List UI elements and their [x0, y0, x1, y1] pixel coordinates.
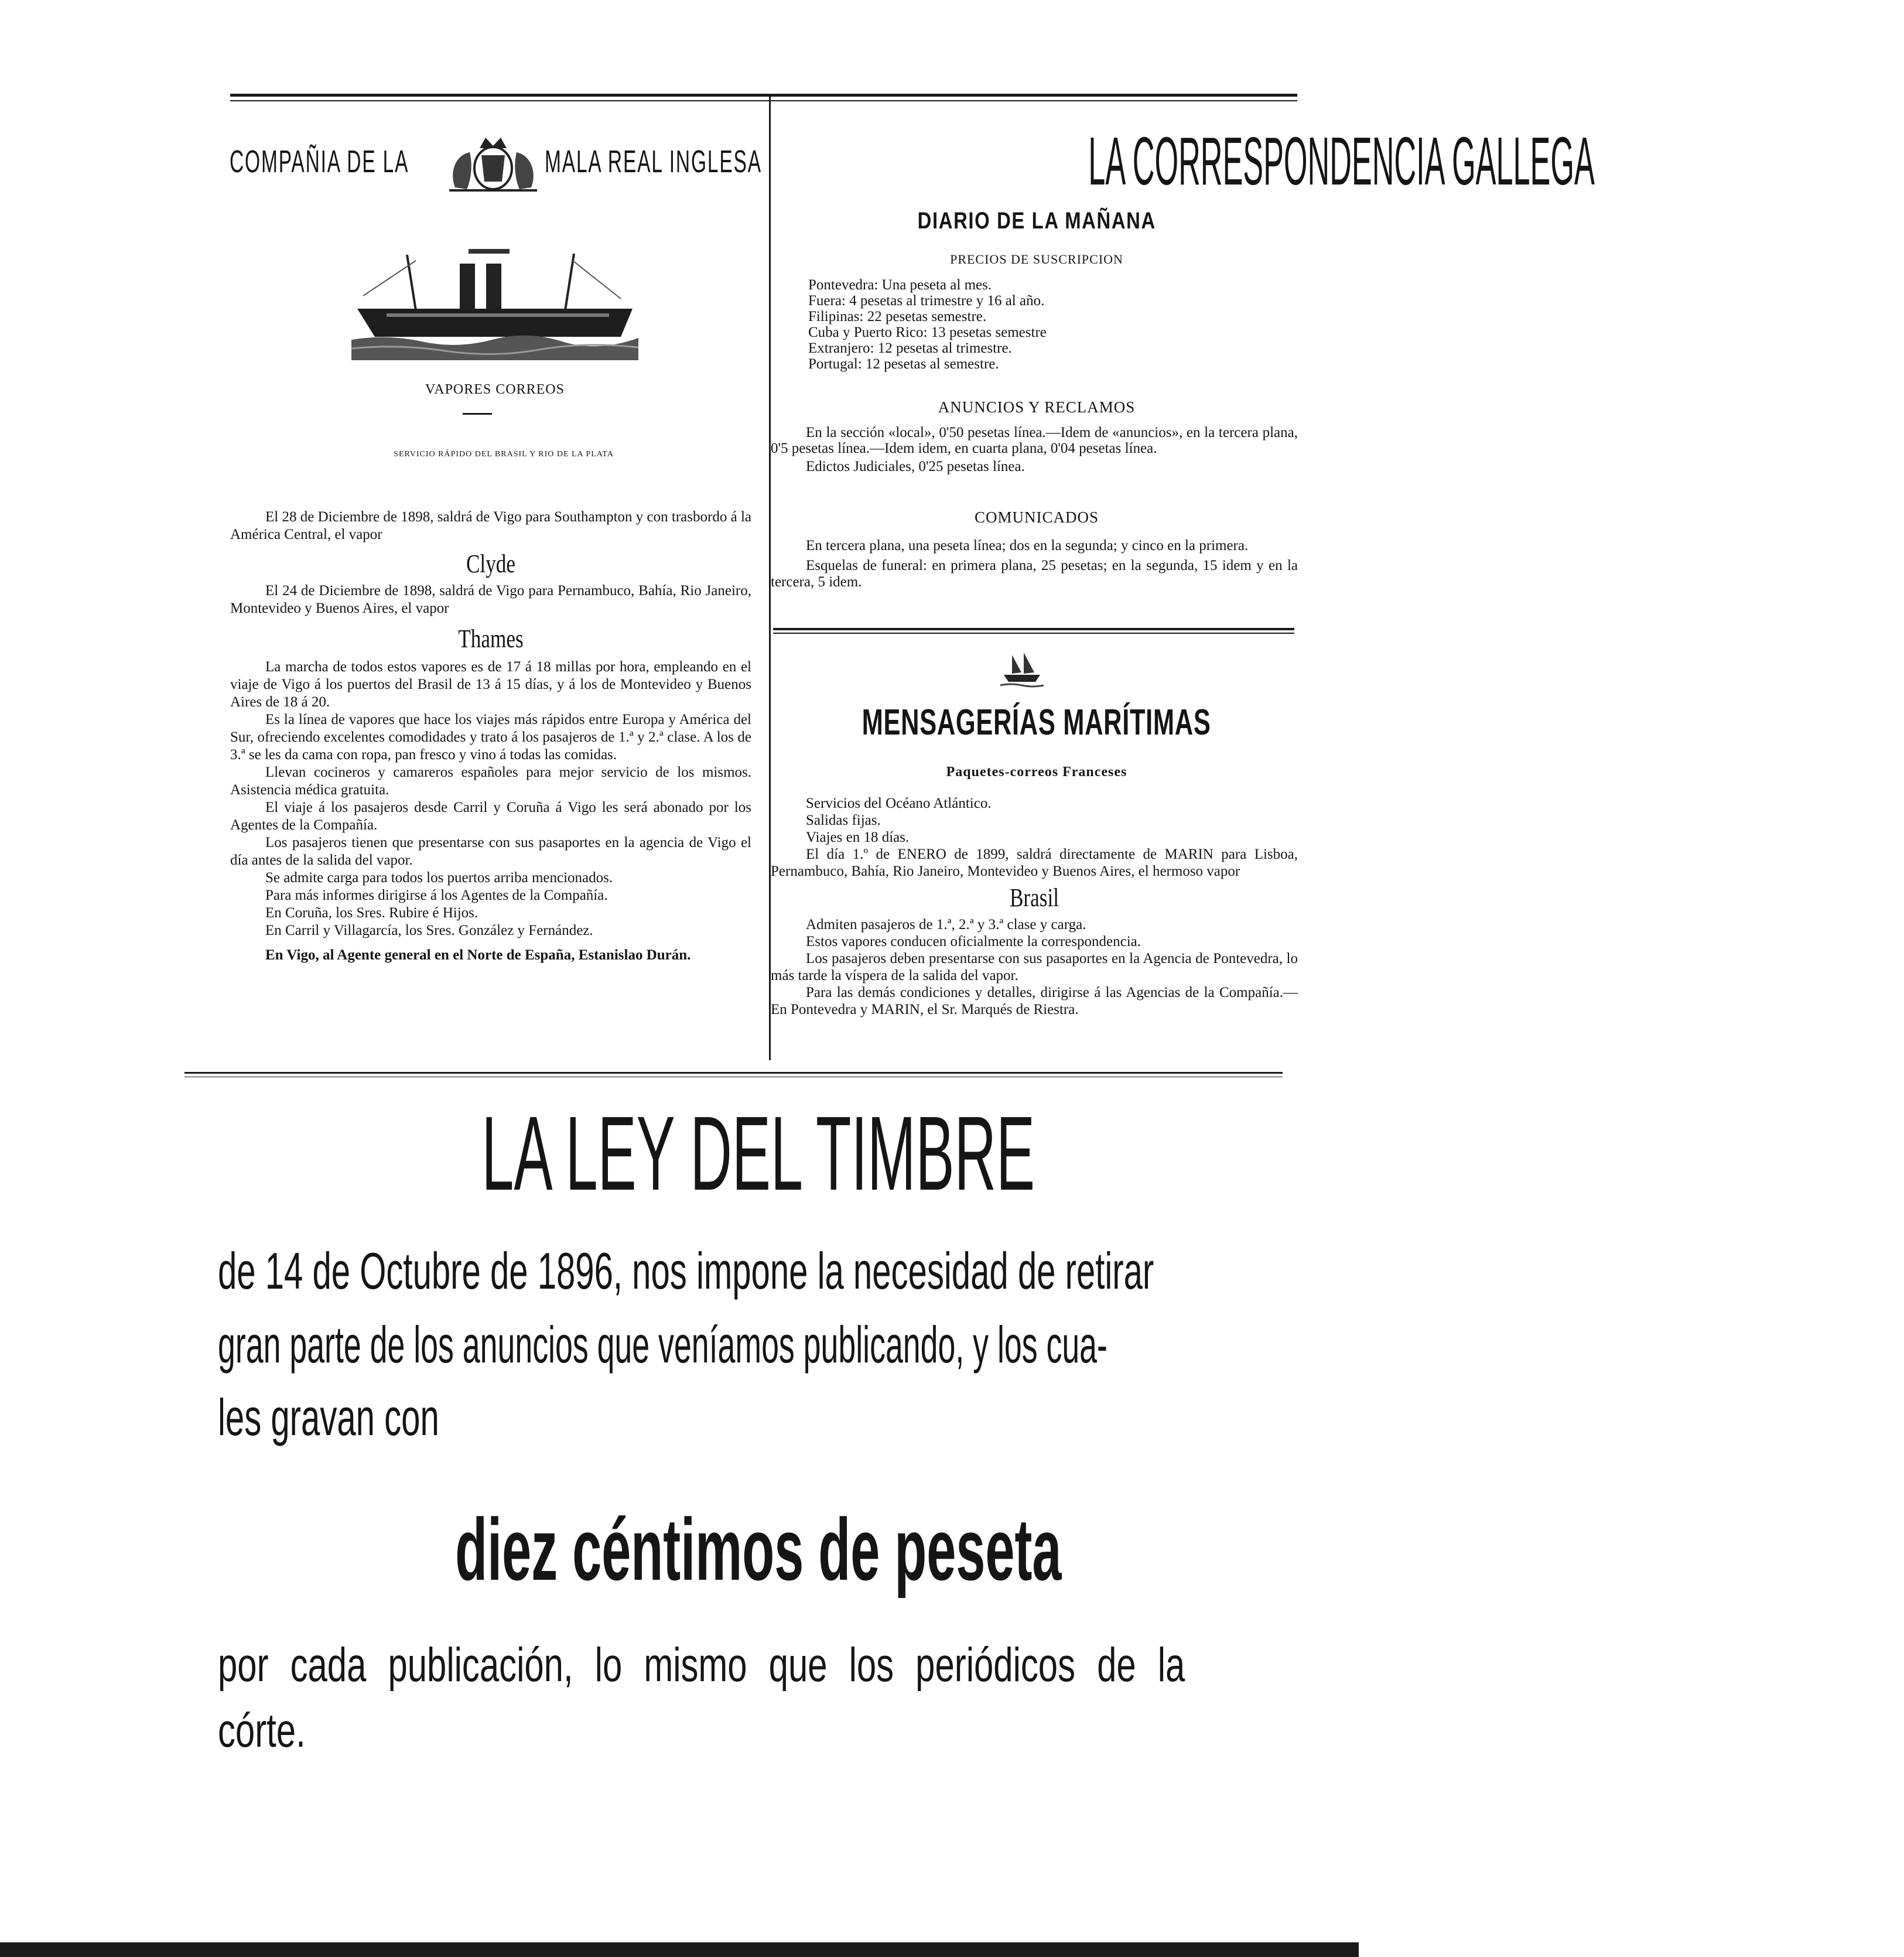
- paragraph-informes: Para más informes dirigirse á los Agentes de la Compañía.: [265, 887, 608, 903]
- company-name-left: COMPAÑIA DE LA: [230, 144, 409, 179]
- mid-rule-thick: [184, 1072, 1283, 1074]
- ley-line-3: les gravan con: [218, 1388, 439, 1446]
- comunicados-title: COMUNICADOS: [974, 508, 1099, 526]
- paragraph-coruna: En Coruña, los Sres. Rubire é Hijos.: [265, 905, 478, 921]
- ship-name-brasil: Brasil: [1009, 883, 1059, 912]
- ley-body-end: [218, 1636, 1301, 1760]
- company-heading: [230, 132, 762, 196]
- diez-centimos: diez céntimos de peseta: [455, 1500, 1062, 1599]
- steamship-illustration: [351, 243, 638, 363]
- comunicados-tarifas: En tercera plana, una peseta línea; dos en la segunda; y cinco en la primera.: [806, 538, 1249, 554]
- ley-line-4: por cada publicación, lo mismo que los periódicos de la: [218, 1638, 1185, 1692]
- paragraph-viaje: El viaje á los pasajeros desde Carril y Coruña á Vigo les será abonado por los Agentes de la Compañía.: [230, 800, 751, 833]
- paragraph-pernambuco: El 24 de Diciembre de 1898, saldrá de Vigo para Pernambuco, Bahía, Rio Janeiro, Montevideo y Buenos Aires, el vapor: [230, 583, 751, 616]
- mensajerias-body: [771, 795, 1298, 1018]
- anuncios-title: ANUNCIOS Y RECLAMOS: [938, 398, 1136, 416]
- price-portugal: Portugal: 12 pesetas al semestre.: [808, 356, 999, 372]
- paragraph-vigo-agente: En Vigo, al Agente general en el Norte de España, Estanislao Durán.: [265, 947, 691, 963]
- ley-del-timbre-title: LA LEY DEL TIMBRE: [481, 1095, 1035, 1213]
- masthead-subtitle: DIARIO DE LA MAÑANA: [917, 208, 1156, 234]
- right-divider-thin: [773, 633, 1294, 634]
- ley-line-1: de 14 de Octubre de 1896, nos impone la necesidad de retirar: [218, 1242, 1154, 1300]
- viajes-dias: Viajes en 18 días.: [806, 829, 910, 845]
- servicio-rapido: SERVICIO RÁPIDO DEL BRASIL Y RIO DE LA PLATA: [394, 450, 614, 459]
- vapores-correos: VAPORES CORREOS: [425, 382, 565, 397]
- royal-crest-icon: [443, 132, 543, 196]
- price-list: [808, 277, 1288, 372]
- paragraph-marcha: La marcha de todos estos vapores es de 17 á 18 millas por hora, empleando en el viaje de Vigo á los puertos del Brasil de 13 á 15 días, y á los de Montevideo y Buenos Aires de 18 á 20.: [230, 659, 751, 710]
- paragraph-cocineros: Llevan cocineros y camareros españoles para mejor servicio de los mismos. Asistencia médica gratuita.: [230, 764, 751, 798]
- price-fuera: Fuera: 4 pesetas al trimestre y 16 al año.: [808, 293, 1045, 309]
- price-extranjero: Extranjero: 12 pesetas al trimestre.: [808, 340, 1012, 356]
- sailing-ship-icon: [1000, 650, 1044, 688]
- comunicados-body: [771, 538, 1298, 590]
- company-name-right: MALA REAL INGLESA: [545, 144, 762, 179]
- ley-line-2: gran parte de los anuncios que veníamos publicando, y los cua-: [218, 1316, 1107, 1374]
- brasil-condiciones: Para las demás condiciones y detalles, dirigirse á las Agencias de la Compañía.—En Pontevedra y MARIN, el Sr. Marqués de Riestra.: [771, 985, 1298, 1017]
- price-cuba: Cuba y Puerto Rico: 13 pesetas semestre: [808, 325, 1047, 340]
- brasil-correspondencia: Estos vapores conducen oficialmente la correspondencia.: [806, 934, 1141, 950]
- anuncios-tarifas: En la sección «local», 0'50 pesetas línea.—Idem de «anuncios», en la tercera plana, 0'5 pesetas línea.—Idem idem, en cuarta plana, 0'04 pesetas línea.: [771, 425, 1298, 456]
- ley-body: [218, 1239, 1301, 1450]
- paragraph-linea: Es la línea de vapores que hace los viajes más rápidos entre Europa y América del Sur, ofreciendo excelentes comodidades y trato á los pasajeros de 1.ª y 2.ª clase. A los de 3.ª se les da cama con ropa, pan fresco y vino á todas las comidas.: [230, 712, 751, 763]
- masthead-title: LA CORRESPONDENCIA GALLEGA: [1088, 123, 1595, 199]
- precios-title: PRECIOS DE SUSCRIPCION: [950, 252, 1123, 267]
- mensajerias-heading: MENSAGERÍAS MARÍTIMAS: [862, 702, 1211, 743]
- ship-name-thames: Thames: [458, 624, 524, 653]
- ley-line-5: córte.: [218, 1704, 306, 1757]
- anuncios-edictos: Edictos Judiciales, 0'25 pesetas línea.: [806, 459, 1025, 474]
- paquetes-subtitle: Paquetes-correos Franceses: [946, 764, 1127, 780]
- brasil-pasajeros: Admiten pasajeros de 1.ª, 2.ª y 3.ª clase y carga.: [806, 917, 1086, 933]
- bottom-edge-bar: [0, 1942, 1359, 1957]
- right-divider-thick: [773, 628, 1294, 630]
- salidas-fijas: Salidas fijas.: [806, 812, 881, 828]
- salida-marin: El día 1.º de ENERO de 1899, saldrá directamente de MARIN para Lisboa, Pernambuco, Bahía, Rio Janeiro, Montevideo y Buenos Aires, el hermoso vapor: [771, 846, 1298, 879]
- left-body: [230, 508, 751, 964]
- ship-name-clyde: Clyde: [466, 549, 516, 578]
- paragraph-carga: Se admite carga para todos los puertos arriba mencionados.: [265, 870, 613, 886]
- masthead: [779, 123, 1595, 199]
- paragraph-carril: En Carril y Villagarcía, los Sres. González y Fernández.: [265, 923, 593, 938]
- top-rule-thin: [230, 100, 1297, 101]
- short-dash: [463, 413, 492, 415]
- servicio-atlantico: Servicios del Océano Atlántico.: [806, 795, 992, 811]
- paragraph-pasaportes: Los pasajeros tienen que presentarse con sus pasaportes en la agencia de Vigo el día antes de la salida del vapor.: [230, 835, 751, 868]
- brasil-pasaportes: Los pasajeros deben presentarse con sus pasaportes en la Agencia de Pontevedra, lo más tarde la víspera de la salida del vapor.: [771, 951, 1298, 983]
- paragraph-southampton: El 28 de Diciembre de 1898, saldrá de Vigo para Southampton y con trasbordo á la América Central, el vapor: [230, 509, 751, 542]
- price-filipinas: Filipinas: 22 pesetas semestre.: [808, 309, 987, 325]
- comunicados-esquelas: Esquelas de funeral: en primera plana, 25 pesetas; en la segunda, 15 idem y en la tercera, 5 idem.: [771, 558, 1298, 590]
- anuncios-body: [771, 425, 1298, 474]
- price-pontevedra: Pontevedra: Una peseta al mes.: [808, 277, 992, 293]
- top-rule-thick: [230, 94, 1297, 97]
